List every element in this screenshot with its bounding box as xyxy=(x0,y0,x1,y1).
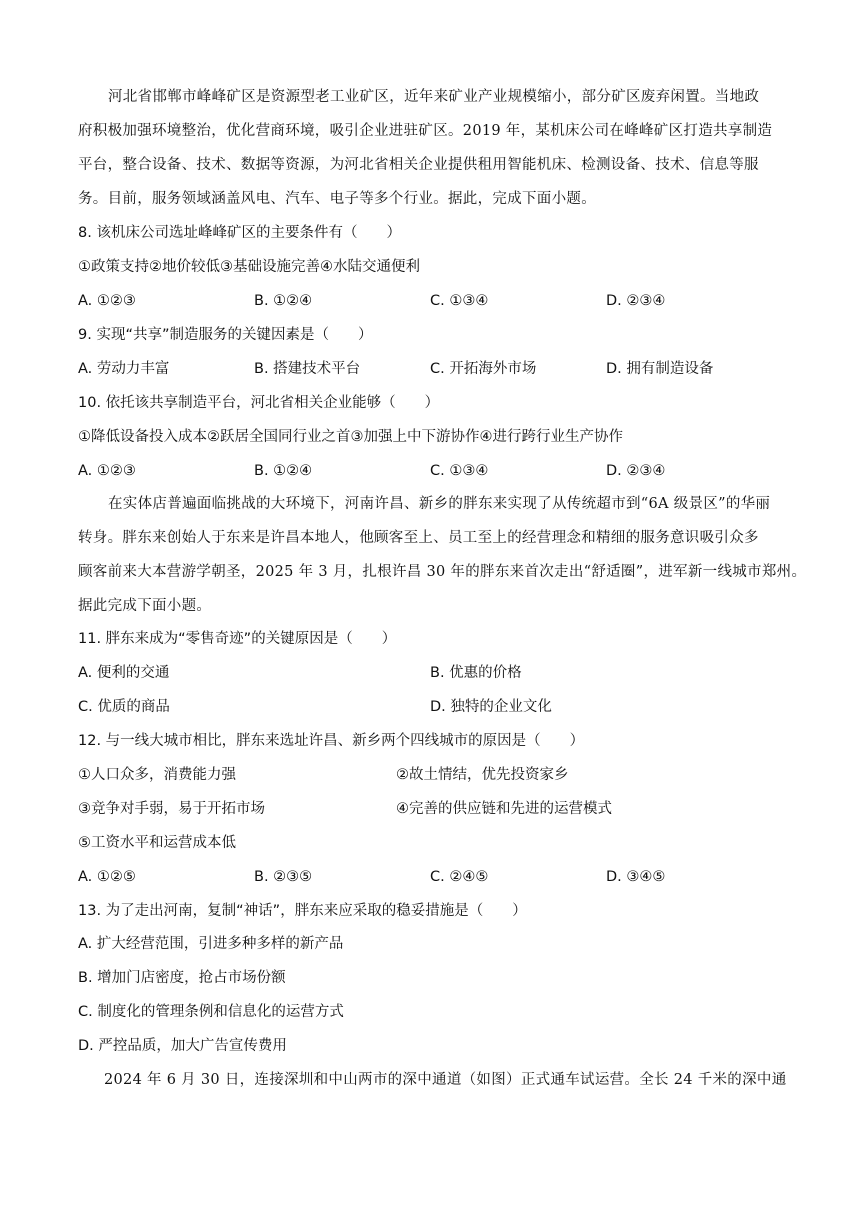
q13-option-c[interactable]: C. 制度化的管理条例和信息化的运营方式 xyxy=(78,1004,344,1020)
passage1-line-3: 平台，整合设备、技术、数据等资源，为河北省相关企业提供租用智能机床、检测设备、技术、信息等服 xyxy=(78,157,759,173)
passage2-line-4: 据此完成下面小题。 xyxy=(78,598,212,614)
q13-option-a[interactable]: A. 扩大经营范围，引进多种多样的新产品 xyxy=(78,936,344,952)
q12-statement-1: ①人口众多，消费能力强 xyxy=(78,767,236,783)
q11-option-c[interactable]: C. 优质的商品 xyxy=(78,699,170,715)
q10-statement: ①降低设备投入成本②跃居全国同行业之首③加强上中下游协作④进行跨行业生产协作 xyxy=(78,429,623,445)
q11-stem: 11. 胖东来成为“零售奇迹”的关键原因是（ ） xyxy=(78,631,397,647)
q12-statement-4: ④完善的供应链和先进的运营模式 xyxy=(396,801,612,817)
q9-option-c[interactable]: C. 开拓海外市场 xyxy=(430,361,537,377)
q12-stem: 12. 与一线大城市相比，胖东来选址许昌、新乡两个四线城市的原因是（ ） xyxy=(78,733,585,749)
q13-stem: 13. 为了走出河南，复制“神话”，胖东来应采取的稳妥措施是（ ） xyxy=(78,903,527,919)
q8-option-a[interactable]: A. ①②③ xyxy=(78,293,136,309)
q13-option-d[interactable]: D. 严控品质，加大广告宣传费用 xyxy=(78,1038,287,1054)
q9-option-b[interactable]: B. 搭建技术平台 xyxy=(254,361,361,377)
q8-statement: ①政策支持②地价较低③基础设施完善④水陆交通便利 xyxy=(78,259,420,275)
q13-option-b[interactable]: B. 增加门店密度，抢占市场份额 xyxy=(78,970,286,986)
q8-option-b[interactable]: B. ①②④ xyxy=(254,293,313,309)
passage3-line-1: 2024 年 6 月 30 日，连接深圳和中山两市的深中通道（如图）正式通车试运营。全长 24 千米的深中通 xyxy=(104,1072,787,1088)
q10-option-d[interactable]: D. ②③④ xyxy=(606,463,666,479)
q10-option-a[interactable]: A. ①②③ xyxy=(78,463,136,479)
q11-option-d[interactable]: D. 独特的企业文化 xyxy=(430,699,552,715)
q9-option-a[interactable]: A. 劳动力丰富 xyxy=(78,361,170,377)
q12-option-d[interactable]: D. ③④⑤ xyxy=(606,869,666,885)
q10-option-c[interactable]: C. ①③④ xyxy=(430,463,489,479)
q12-statement-2: ②故土情结，优先投资家乡 xyxy=(396,767,569,783)
q11-option-a[interactable]: A. 便利的交通 xyxy=(78,665,170,681)
q12-option-c[interactable]: C. ②④⑤ xyxy=(430,869,489,885)
q8-stem: 8. 该机床公司选址峰峰矿区的主要条件有（ ） xyxy=(78,225,401,241)
q9-option-d[interactable]: D. 拥有制造设备 xyxy=(606,361,714,377)
q10-stem: 10. 依托该共享制造平台，河北省相关企业能够（ ） xyxy=(78,395,440,411)
q12-statement-3: ③竞争对手弱，易于开拓市场 xyxy=(78,801,265,817)
passage2-line-1: 在实体店普遍面临挑战的大环境下，河南许昌、新乡的胖东来实现了从传统超市到“6A 级景区”的华丽 xyxy=(108,496,771,512)
passage1-line-1: 河北省邯郸市峰峰矿区是资源型老工业矿区，近年来矿业产业规模缩小，部分矿区废弃闲置。当地政 xyxy=(108,89,760,105)
q9-stem: 9. 实现“共享”制造服务的关键因素是（ ） xyxy=(78,327,373,343)
passage1-line-2: 府积极加强环境整治，优化营商环境，吸引企业进驻矿区。2019 年，某机床公司在峰峰矿区打造共享制造 xyxy=(78,123,773,139)
passage2-line-3: 顾客前来大本营游学朝圣，2025 年 3 月，扎根许昌 30 年的胖东来首次走出“舒适圈”，进军新一线城市郑州。 xyxy=(78,564,807,580)
q11-option-b[interactable]: B. 优惠的价格 xyxy=(430,665,522,681)
q10-option-b[interactable]: B. ①②④ xyxy=(254,463,313,479)
q12-statement-5: ⑤工资水平和运营成本低 xyxy=(78,835,236,851)
passage2-line-2: 转身。胖东来创始人于东来是许昌本地人，他顾客至上、员工至上的经营理念和精细的服务意识吸引众多 xyxy=(78,530,759,546)
passage1-line-4: 务。目前，服务领域涵盖风电、汽车、电子等多个行业。据此，完成下面小题。 xyxy=(78,191,596,207)
q8-option-c[interactable]: C. ①③④ xyxy=(430,293,489,309)
q8-option-d[interactable]: D. ②③④ xyxy=(606,293,666,309)
q12-option-a[interactable]: A. ①②⑤ xyxy=(78,869,136,885)
q12-option-b[interactable]: B. ②③⑤ xyxy=(254,869,313,885)
